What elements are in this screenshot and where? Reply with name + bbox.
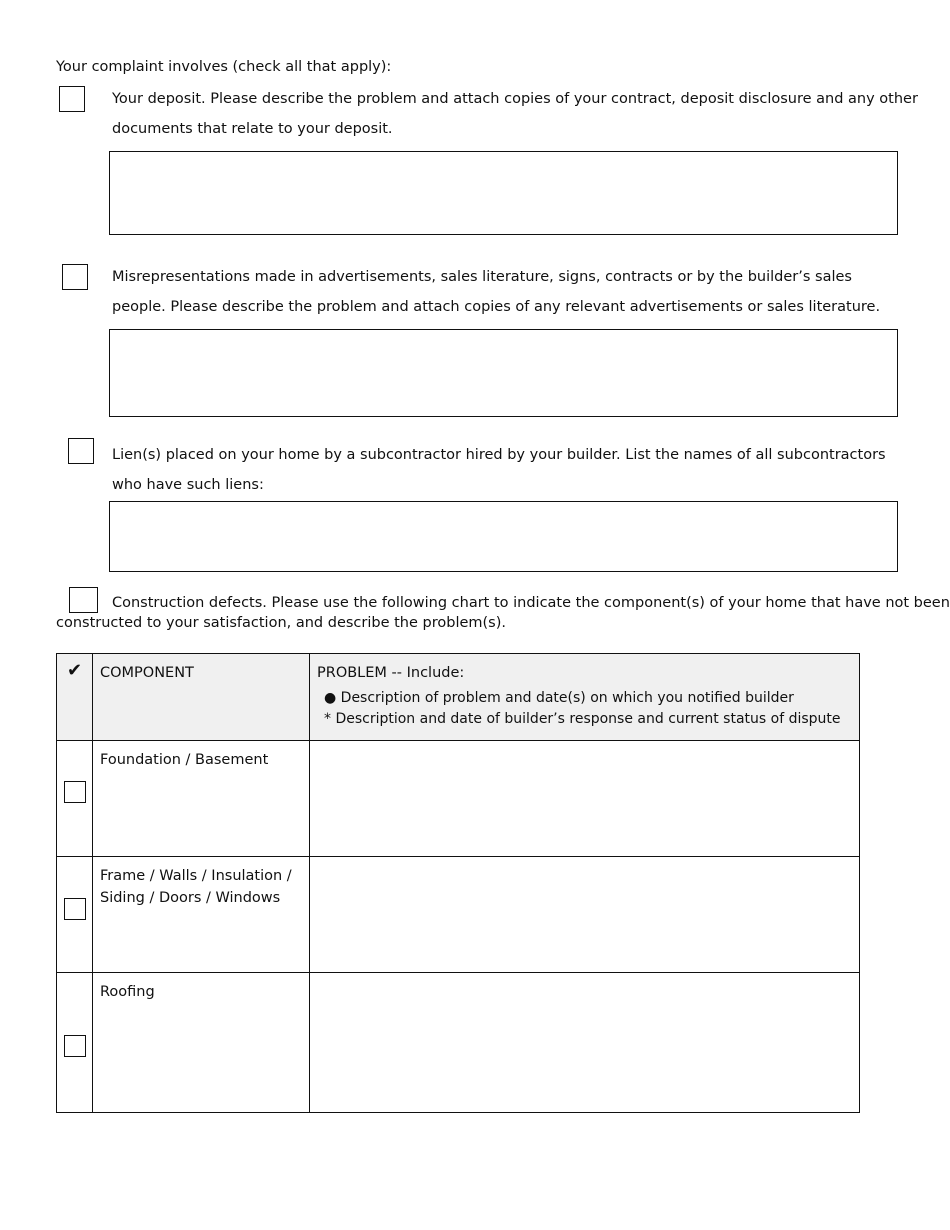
frame-walls-problem-cell[interactable] xyxy=(310,857,860,973)
liens-text-line2: who have such liens: xyxy=(112,477,264,493)
component-label-line2: Siding / Doors / Windows xyxy=(100,890,281,906)
component-label: Foundation / Basement xyxy=(100,752,269,768)
component-label: Frame / Walls / Insulation / xyxy=(100,868,292,884)
roofing-problem-cell[interactable] xyxy=(310,973,860,1113)
roofing-checkbox[interactable] xyxy=(64,1035,86,1057)
component-cell xyxy=(93,741,310,857)
frame-walls-checkbox[interactable] xyxy=(64,898,86,920)
problem-header: PROBLEM -- Include: xyxy=(317,665,465,681)
deposit-description-box[interactable] xyxy=(109,151,898,235)
component-header: COMPONENT xyxy=(100,665,194,681)
liens-text-line1: Lien(s) placed on your home by a subcontractor hired by your builder. List the names of all subcontractors xyxy=(112,447,886,463)
foundation-basement-problem-cell[interactable] xyxy=(310,741,860,857)
misrepresentation-text-line1: Misrepresentations made in advertisements, sales literature, signs, contracts or by the builder’s sales xyxy=(112,269,852,285)
misrepresentation-checkbox[interactable] xyxy=(62,264,88,290)
foundation-basement-checkbox[interactable] xyxy=(64,781,86,803)
construction-defects-text-line2: constructed to your satisfaction, and describe the problem(s). xyxy=(56,615,507,631)
check-header-cell xyxy=(57,654,93,741)
component-cell xyxy=(93,973,310,1113)
liens-description-box[interactable] xyxy=(109,501,898,572)
component-header-cell xyxy=(93,654,310,741)
component-problem-table xyxy=(56,653,860,1113)
row-check-cell xyxy=(57,857,93,973)
liens-checkbox[interactable] xyxy=(68,438,94,464)
problem-header-cell xyxy=(310,654,860,741)
deposit-text-line2: documents that relate to your deposit. xyxy=(112,121,393,137)
problem-bullet-response: * Description and date of builder’s response and current status of dispute xyxy=(324,711,841,727)
table-row xyxy=(57,857,860,973)
intro-text: Your complaint involves (check all that apply): xyxy=(56,59,392,75)
table-row xyxy=(57,973,860,1113)
deposit-checkbox[interactable] xyxy=(59,86,85,112)
row-check-cell xyxy=(57,741,93,857)
table-header-row xyxy=(57,654,860,741)
checkmark-icon: ✔ xyxy=(66,660,83,681)
construction-defects-text-line1: Construction defects. Please use the following chart to indicate the component(s) of your home that have not been xyxy=(112,595,950,611)
component-cell xyxy=(93,857,310,973)
deposit-text-line1: Your deposit. Please describe the problem and attach copies of your contract, deposit disclosure and any other xyxy=(112,91,918,107)
row-check-cell xyxy=(57,973,93,1113)
misrepresentation-text-line2: people. Please describe the problem and attach copies of any relevant advertisements or sales literature. xyxy=(112,299,881,315)
problem-bullet-notified: ● Description of problem and date(s) on which you notified builder xyxy=(324,690,794,706)
table-row xyxy=(57,741,860,857)
misrepresentation-description-box[interactable] xyxy=(109,329,898,417)
component-label: Roofing xyxy=(100,984,155,1000)
